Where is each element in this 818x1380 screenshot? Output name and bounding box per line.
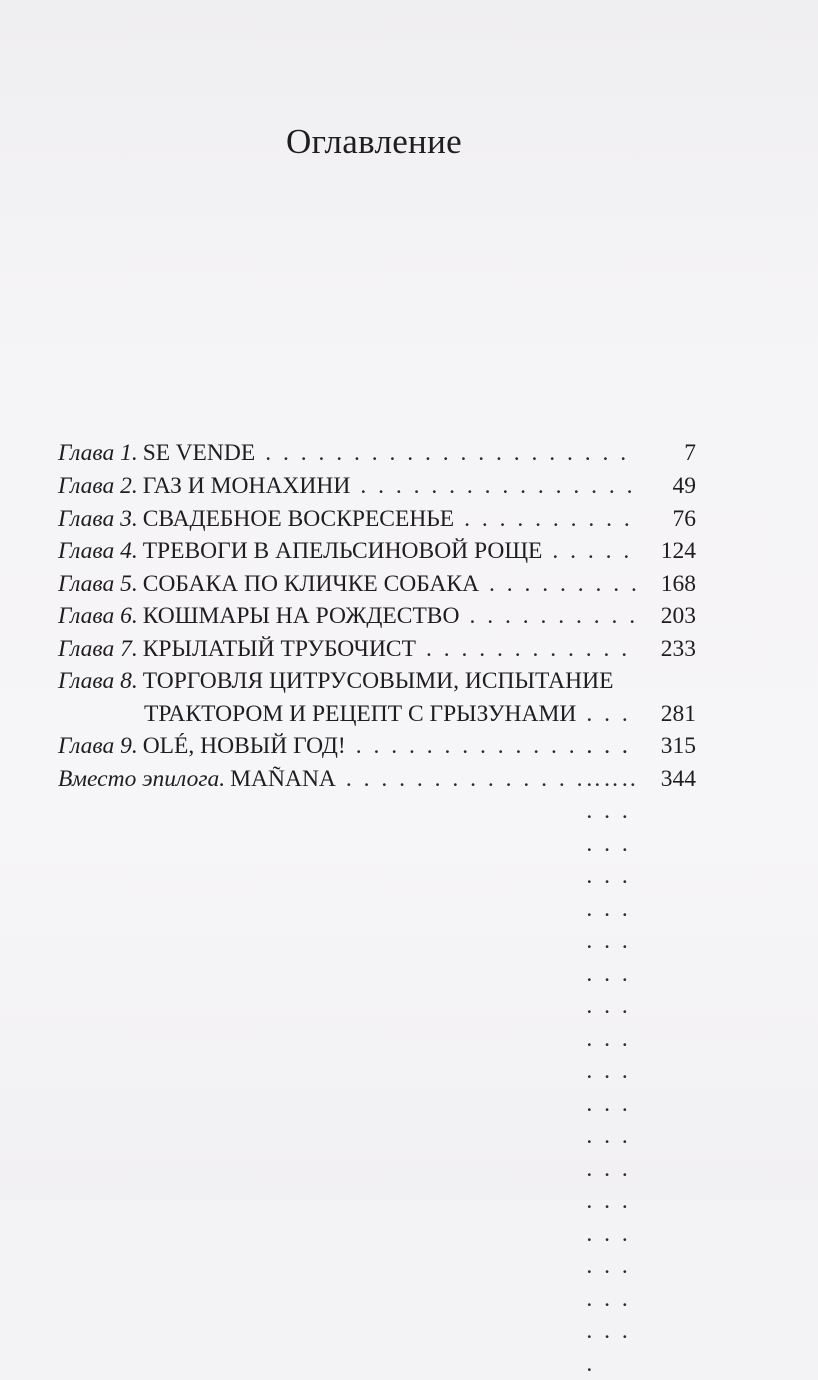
toc-entry <box>58 730 696 763</box>
chapter-title: ГАЗ И МОНАХИНИ <box>143 470 351 503</box>
table-of-contents <box>58 436 696 795</box>
toc-entry <box>58 763 696 796</box>
chapter-label: Глава 7. <box>58 633 138 666</box>
toc-entry <box>58 436 696 470</box>
chapter-title: SE VENDE <box>143 436 256 470</box>
leader-dots <box>464 503 638 536</box>
page-number: 344 <box>646 763 696 796</box>
leader-dots <box>265 436 638 470</box>
toc-entry <box>58 470 696 503</box>
chapter-label: Глава 8. <box>58 665 138 698</box>
chapter-label: Глава 4. <box>58 535 138 568</box>
leader-dots <box>489 568 638 601</box>
chapter-title: СОБАКА ПО КЛИЧКЕ СОБАКА <box>143 568 479 601</box>
chapter-title: ТОРГОВЛЯ ЦИТРУСОВЫМИ, ИСПЫТАНИЕ <box>143 665 614 698</box>
leader-dots <box>552 535 638 568</box>
page-number: 233 <box>646 633 696 666</box>
chapter-label: Глава 6. <box>58 600 138 633</box>
page-number: 76 <box>646 503 696 536</box>
leader-dots <box>426 633 638 666</box>
toc-entry <box>58 633 696 666</box>
chapter-label: Глава 3. <box>58 503 138 536</box>
page-number: 168 <box>646 568 696 601</box>
page-title: Оглавление <box>0 122 748 162</box>
leader-dots <box>360 470 638 503</box>
toc-entry <box>58 665 696 698</box>
leader-dots <box>356 730 638 763</box>
chapter-title: СВАДЕБНОЕ ВОСКРЕСЕНЬЕ <box>143 503 454 536</box>
page-number: 281 <box>646 698 696 731</box>
page-number: 203 <box>646 600 696 633</box>
page-number: 49 <box>646 470 696 503</box>
chapter-label: Глава 9. <box>58 730 138 763</box>
toc-entry <box>58 568 696 601</box>
toc-entry <box>58 503 696 536</box>
page-number: 7 <box>646 436 696 470</box>
chapter-title: ТРЕВОГИ В АПЕЛЬСИНОВОЙ РОЩЕ <box>143 535 543 568</box>
toc-entry <box>58 535 696 568</box>
leader-dots <box>586 698 638 1380</box>
chapter-label: Глава 2. <box>58 470 138 503</box>
chapter-title-continued: ТРАКТОРОМ И РЕЦЕПТ С ГРЫЗУНАМИ <box>144 698 576 731</box>
chapter-title: OLÉ, НОВЫЙ ГОД! <box>143 730 346 763</box>
toc-entry-continuation <box>58 698 696 731</box>
page-number: 315 <box>646 730 696 763</box>
chapter-label: Глава 1. <box>58 436 138 470</box>
toc-entry <box>58 600 696 633</box>
chapter-title: КОШМАРЫ НА РОЖДЕСТВО <box>143 600 460 633</box>
chapter-label: Вместо эпилога. <box>58 763 225 796</box>
chapter-label: Глава 5. <box>58 568 138 601</box>
leader-dots <box>469 600 638 633</box>
chapter-title: MAÑANA <box>230 763 336 796</box>
page-number: 124 <box>646 535 696 568</box>
leader-dots <box>346 763 638 796</box>
chapter-title: КРЫЛАТЫЙ ТРУБОЧИСТ <box>143 633 416 666</box>
